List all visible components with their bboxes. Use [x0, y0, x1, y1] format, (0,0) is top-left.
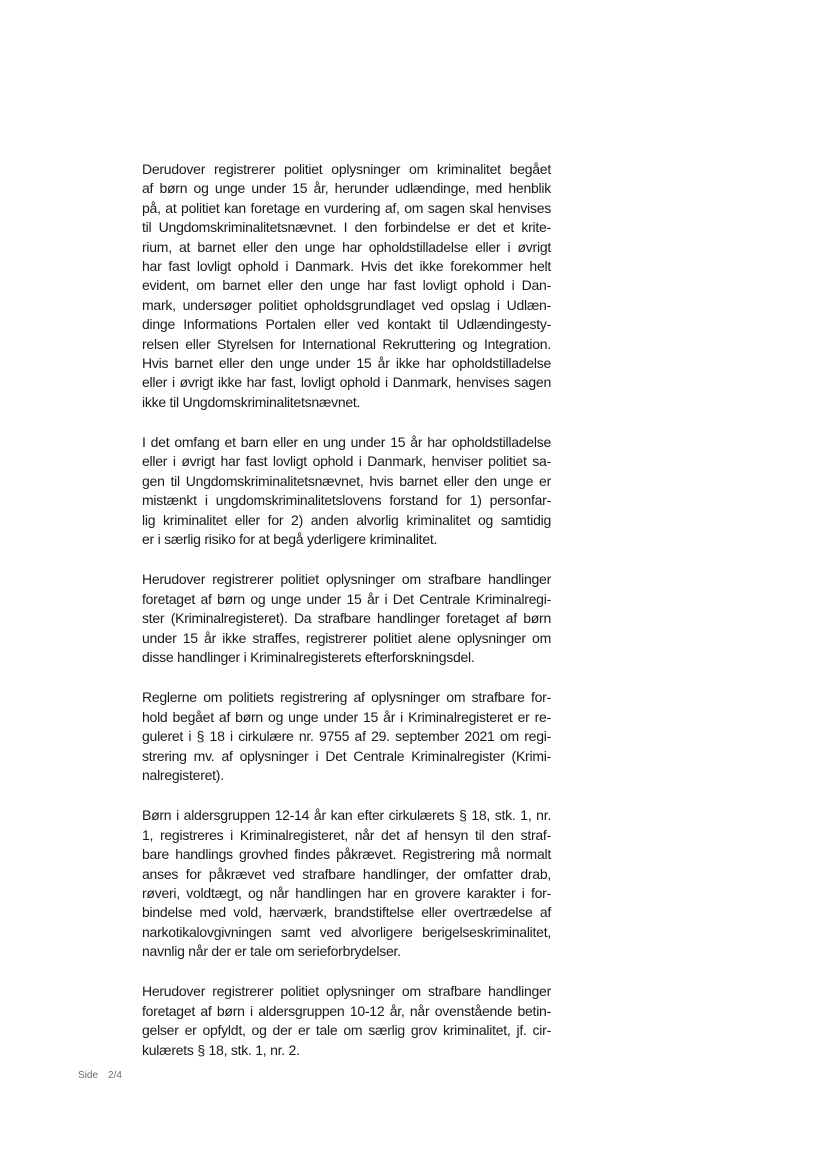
paragraph-5: [142, 806, 551, 961]
text-line: guleret i § 18 i cirkulære nr. 9755 af 29. september 2021 om regi-: [142, 728, 551, 745]
body-text: [142, 160, 551, 1081]
page-number: 2/4: [108, 1070, 122, 1081]
text-line: af børn og unge under 15 år, herunder udlændinge, med henblik: [142, 180, 551, 197]
text-line: har fast lovligt ophold i Danmark. Hvis det ikke forekommer helt: [142, 257, 551, 274]
text-line: bindelse med vold, hærværk, brandstiftelse eller overtrædelse af: [142, 904, 551, 921]
text-line: disse handlinger i Kriminalregisterets efterforskningsdel.: [142, 648, 475, 665]
text-line: 1, registreres i Kriminalregisteret, når det af hensyn til den straf-: [142, 826, 551, 843]
text-line: lig kriminalitet eller for 2) anden alvorlig kriminalitet og samtidig: [142, 511, 551, 528]
paragraph-6: [142, 982, 551, 1060]
text-line: eller i øvrigt ikke har fast, lovligt ophold i Danmark, henvises sagen: [142, 374, 551, 391]
text-line: narkotikalovgivningen samt ved alvorligere berigelseskriminalitet,: [142, 923, 551, 940]
text-line: røveri, voldtægt, og når handlingen har en grovere karakter i for-: [142, 884, 551, 901]
text-line: på, at politiet kan foretage en vurdering af, om sagen skal henvises: [142, 199, 551, 216]
text-line: evident, om barnet eller den unge har fast lovligt ophold i Dan-: [142, 277, 551, 294]
text-line: Herudover registrerer politiet oplysninger om strafbare handlinger: [142, 983, 551, 1000]
text-line: relsen eller Styrelsen for International Rekruttering og Integration.: [142, 335, 551, 352]
text-line: til Ungdomskriminalitetsnævnet. I den forbindelse er det et krite-: [142, 219, 551, 236]
text-line: rium, at barnet eller den unge har opholdstilladelse eller i øvrigt: [142, 238, 551, 255]
text-line: er i særlig risiko for at begå yderligere kriminalitet.: [142, 531, 438, 548]
text-line: foretaget af børn i aldersgruppen 10-12 år, når ovenstående betin-: [142, 1002, 551, 1019]
text-line: kulærets § 18, stk. 1, nr. 2.: [142, 1041, 300, 1058]
text-line: Derudover registrerer politiet oplysninger om kriminalitet begået: [142, 161, 551, 177]
text-line: ikke til Ungdomskriminalitetsnævnet.: [142, 393, 361, 410]
paragraph-2: [142, 433, 551, 549]
text-line: foretaget af børn og unge under 15 år i Det Centrale Kriminalregi-: [142, 590, 551, 607]
text-line: bare handlings grovhed findes påkrævet. Registrering må normalt: [142, 846, 551, 863]
text-line: Herudover registrerer politiet oplysninger om strafbare handlinger: [142, 571, 551, 588]
text-line: nalregisteret).: [142, 766, 224, 783]
paragraph-3: [142, 570, 551, 667]
paragraph-4: [142, 688, 551, 785]
text-line: dinge Informations Portalen eller ved kontakt til Udlændingesty-: [142, 316, 551, 333]
text-line: anses for påkrævet ved strafbare handlinger, der omfatter drab,: [142, 865, 551, 882]
text-line: I det omfang et barn eller en ung under 15 år har opholdstilladelse: [142, 434, 551, 451]
page-footer: [78, 1070, 122, 1081]
text-line: mark, undersøger politiet opholdsgrundlaget ved opslag i Udlæn-: [142, 296, 551, 313]
text-line: eller i øvrigt har fast lovligt ophold i Danmark, henviser politiet sa-: [142, 453, 551, 470]
text-line: hold begået af børn og unge under 15 år i Kriminalregisteret er re-: [142, 708, 551, 725]
text-line: mistænkt i ungdomskriminalitetslovens forstand for 1) personfar-: [142, 492, 551, 509]
text-line: under 15 år ikke straffes, registrerer politiet alene oplysninger om: [142, 629, 551, 646]
text-line: Børn i aldersgruppen 12-14 år kan efter cirkulærets § 18, stk. 1, nr.: [142, 807, 551, 824]
text-line: ster (Kriminalregisteret). Da strafbare handlinger foretaget af børn: [142, 610, 551, 627]
text-line: gen til Ungdomskriminalitetsnævnet, hvis barnet eller den unge er: [142, 472, 551, 489]
text-line: Hvis barnet eller den unge under 15 år ikke har opholdstilladelse: [142, 354, 551, 371]
text-line: Reglerne om politiets registrering af oplysninger om strafbare for-: [142, 689, 551, 706]
page-label: Side: [78, 1070, 99, 1081]
text-line: navnlig når der er tale om serieforbrydelser.: [142, 943, 401, 960]
paragraph-1: [142, 160, 551, 412]
text-line: gelser er opfyldt, og der er tale om særlig grov kriminalitet, jf. cir-: [142, 1022, 551, 1039]
text-line: strering mv. af oplysninger i Det Centrale Kriminalregister (Krimi-: [142, 747, 551, 764]
